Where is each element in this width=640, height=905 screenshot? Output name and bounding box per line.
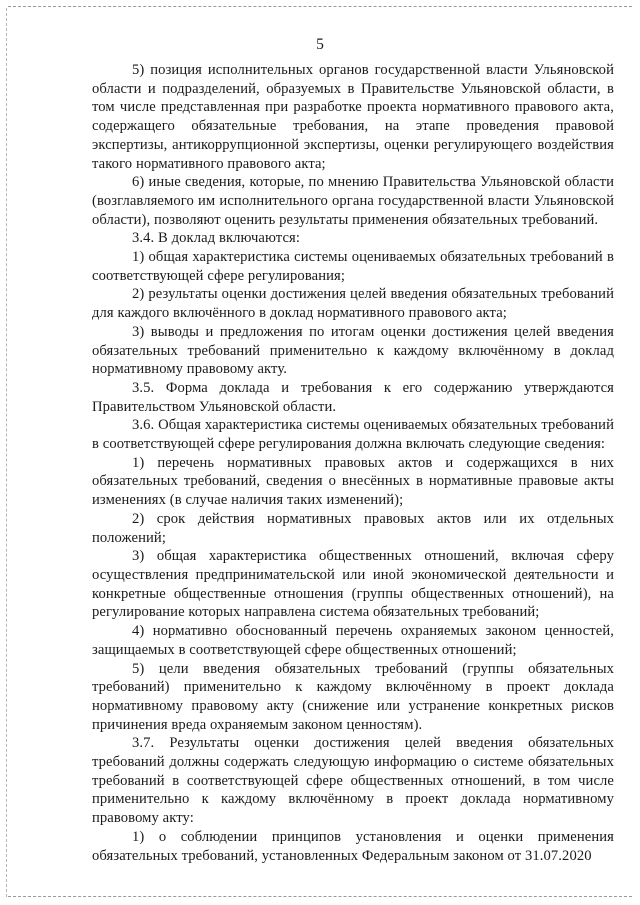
paragraph-3-4-heading: 3.4. В доклад включаются: <box>132 230 301 247</box>
paragraph-3-5: 3.5. Форма доклада и требования к его содержанию утверждаются Правительством Ульяновской области. <box>92 379 614 415</box>
paragraph-3-6-item-5: 5) цели введения обязательных требований (группы обязательных требований) применительно к каждому включённому в проект доклада нормативному правовому акту (снижение или устранение конкретных рисков причинения вреда охраняемым законом ценностям). <box>92 660 614 733</box>
paragraph-3-6-item-2: 2) срок действия нормативных правовых актов или их отдельных положений; <box>92 510 614 546</box>
paragraph-3-6-item-1: 1) перечень нормативных правовых актов и содержащихся в них обязательных требований, сведения о внесённых в нормативные правовые акты изменениях (в случае наличия таких изменений); <box>92 454 614 509</box>
page-number: 5 <box>316 36 324 53</box>
scan-edge-bottom <box>8 896 632 897</box>
paragraph-3-4-item-3: 3) выводы и предложения по итогам оценки достижения целей введения обязательных требований применительно к каждому включённому в доклад нормативному правовому акту. <box>92 323 614 378</box>
scan-edge-top <box>8 6 632 7</box>
paragraph-3-4-item-2: 2) результаты оценки достижения целей введения обязательных требований для каждого включённого в доклад нормативного правового акта; <box>92 286 614 322</box>
document-body <box>92 61 614 865</box>
paragraph-3-7-item-1: 1) о соблюдении принципов установления и оценки применения обязательных требований, установленных Федеральным законом от 31.07.2020 <box>92 828 614 864</box>
scan-edge-left <box>6 8 7 897</box>
paragraph-3-6-item-4: 4) нормативно обоснованный перечень охраняемых законом ценностей, защищаемых в соответствующей сфере общественных отношений; <box>92 623 614 658</box>
paragraph-3-6-item-3: 3) общая характеристика общественных отношений, включая сферу осуществления предпринимательской или иной экономической деятельности и конкретные общественные отношения (группы общественных отношений), на регулирование которых направлена система обязательных требований; <box>92 548 614 621</box>
paragraph-3-4-item-1: 1) общая характеристика системы оцениваемых обязательных требований в соответствующей сфере регулирования; <box>92 249 614 284</box>
paragraph-other-information: 6) иные сведения, которые, по мнению Правительства Ульяновской области (возглавляемого им исполнительного органа государственной власти Ульяновской области), позволяют оценить результаты применения обязательных требований. <box>92 174 614 228</box>
paragraph-3-7-heading: 3.7. Результаты оценки достижения целей введения обязательных требований должны содержать следующую информацию о системе обязательных требований в соответствующей сфере общественных отношений, в том числе применительно к каждому включённому в проект доклада нормативному правовому акту: <box>92 735 614 827</box>
paragraph-3-6-heading: 3.6. Общая характеристика системы оцениваемых обязательных требований в соответствующей сфере регулирования должна включать следующие сведения: <box>92 417 614 453</box>
paragraph-position-of-executive-bodies: 5) позиция исполнительных органов государственной власти Ульяновской области и подразделений, образуемых в Правительстве Ульяновской области, в том числе представленная при разработке проекта нормативного правового акта, содержащего обязательные требования, на этапе проведения правовой экспертизы, антикоррупционной экспертизы, оценки регулирующего воздействия такого нормативного правового акта; <box>92 62 614 172</box>
